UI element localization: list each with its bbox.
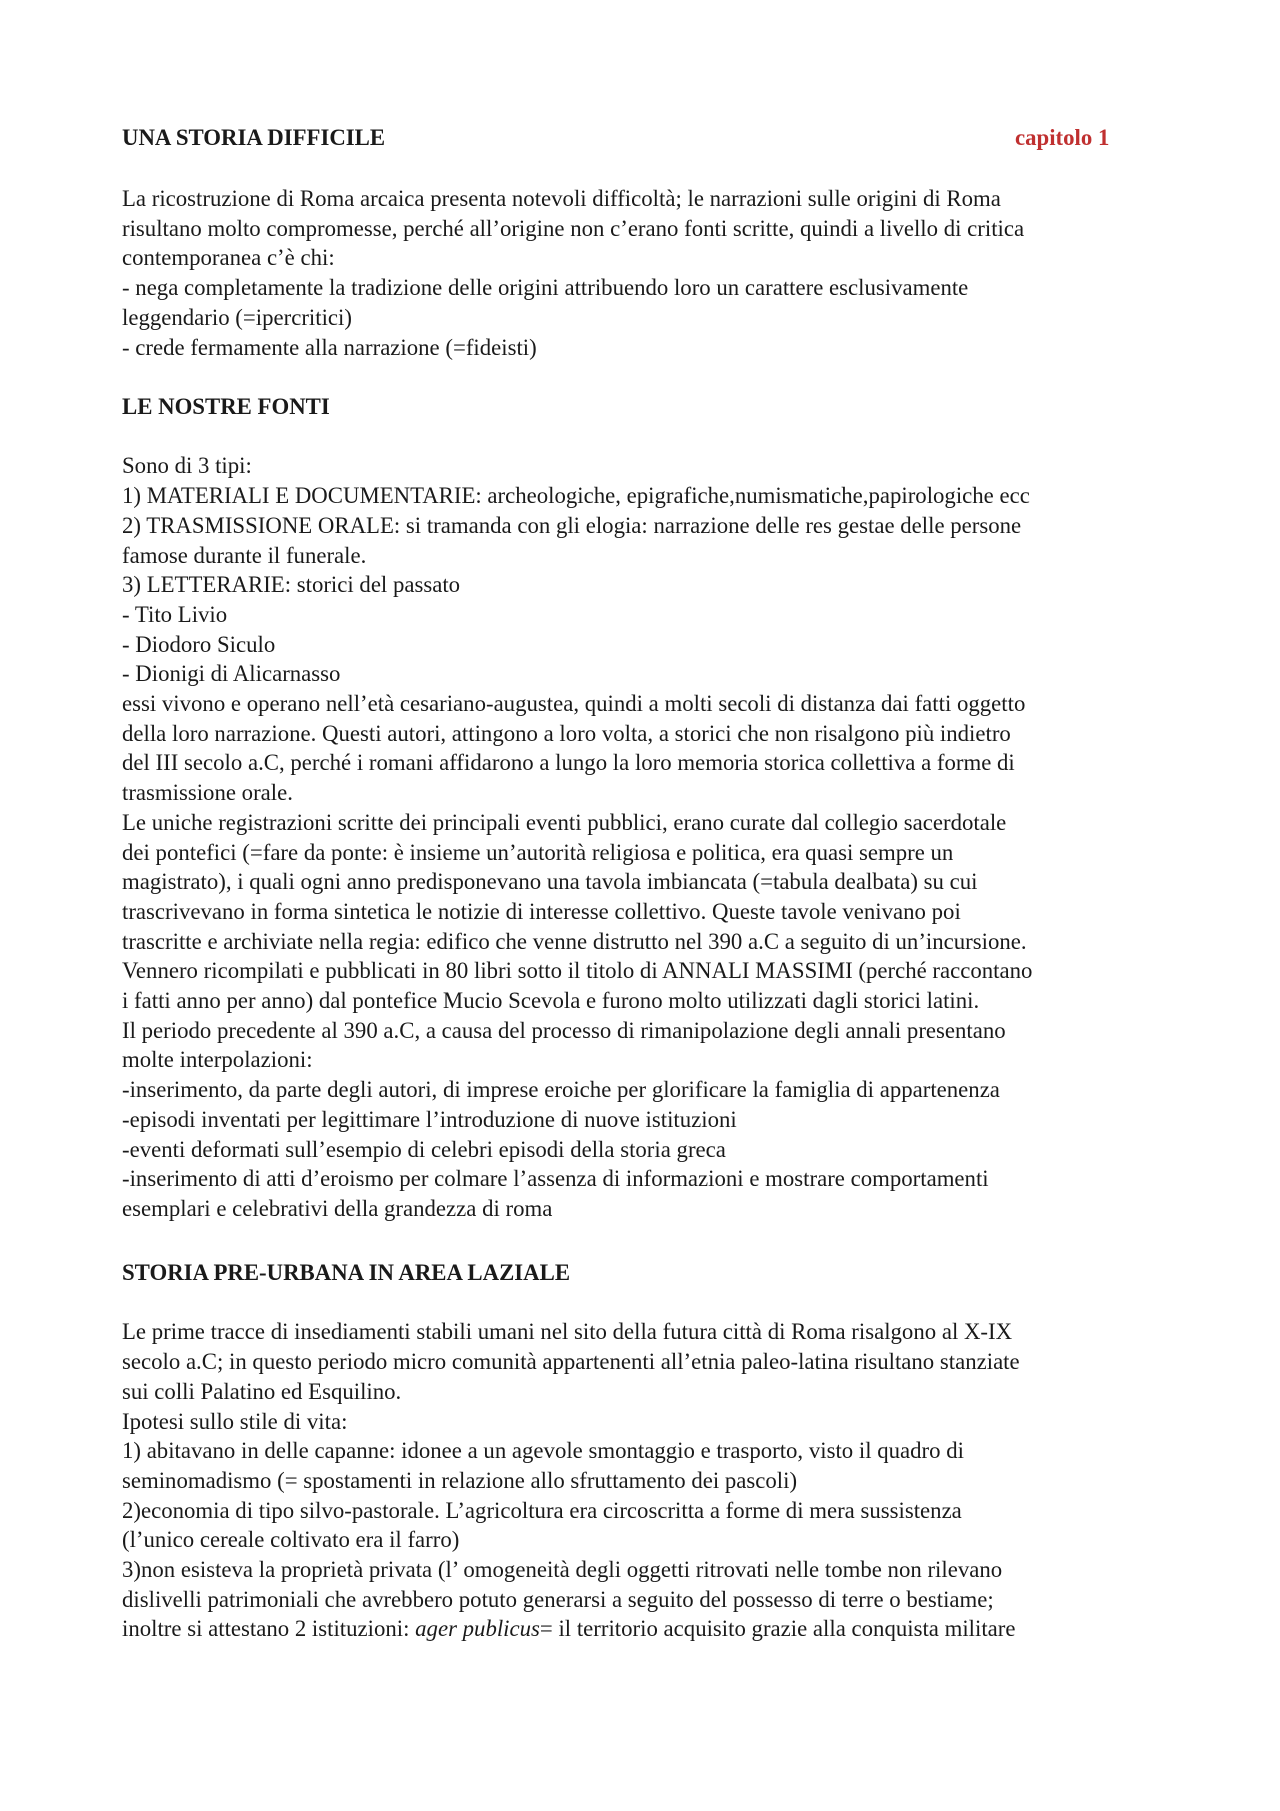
text-line: - Dionigi di Alicarnasso xyxy=(122,661,341,687)
text-line: i fatti anno per anno) dal pontefice Mucio Scevola e furono molto utilizzati dagli storici latini. xyxy=(122,988,980,1014)
section-title: STORIA PRE-URBANA IN AREA LAZIALE xyxy=(122,1260,571,1285)
text-line: Vennero ricompilati e pubblicati in 80 libri sotto il titolo di ANNALI MASSIMI (perché raccontano xyxy=(122,958,1033,984)
text-line: 3)non esisteva la proprietà privata (l’ omogeneità degli oggetti ritrovati nelle tombe non rilevano xyxy=(122,1557,1003,1583)
text-line: della loro narrazione. Questi autori, attingono a loro volta, a storici che non risalgono più indietro xyxy=(122,720,1011,746)
text-line: Il periodo precedente al 390 a.C, a causa del processo di rimanipolazione degli annali presentano xyxy=(122,1017,1006,1043)
ager-publicus-term: ager publicus xyxy=(415,1616,540,1642)
text-line: -episodi inventati per legittimare l’introduzione di nuove istituzioni xyxy=(122,1106,737,1132)
title-row xyxy=(122,123,1122,153)
section-fonti xyxy=(122,392,1032,1224)
text-line: Le uniche registrazioni scritte dei principali eventi pubblici, erano curate dal collegio sacerdotale xyxy=(122,809,1007,835)
text-line: del III secolo a.C, perché i romani affidarono a lungo la loro memoria storica collettiva a forme di xyxy=(122,750,1015,776)
text-line: 3) LETTERARIE: storici del passato xyxy=(122,572,461,598)
text-line: essi vivono e operano nell’età cesariano-augustea, quindi a molti secoli di distanza dai fatti oggetto xyxy=(122,691,1026,717)
text-line: -inserimento, da parte degli autori, di imprese eroiche per glorificare la famiglia di appartenenza xyxy=(122,1077,1000,1103)
chapter-label: capitolo 1 xyxy=(1015,125,1110,150)
text-line: molte interpolazioni: xyxy=(122,1047,313,1073)
text-line: seminomadismo (= spostamenti in relazione allo sfruttamento dei pascoli) xyxy=(122,1467,798,1493)
text-line: contemporanea c’è chi: xyxy=(122,245,335,271)
text-line: - Tito Livio xyxy=(122,601,228,627)
section-title: LE NOSTRE FONTI xyxy=(122,394,330,419)
text-line: 1) MATERIALI E DOCUMENTARIE: archeologiche, epigrafiche,numismatiche,papirologiche ecc xyxy=(122,483,1030,509)
text-line: -eventi deformati sull’esempio di celebri episodi della storia greca xyxy=(122,1136,726,1162)
text-line: secolo a.C; in questo periodo micro comunità appartenenti all’etnia paleo-latina risultano stanziate xyxy=(122,1349,1020,1375)
text-line: dislivelli patrimoniali che avrebbero potuto generarsi a seguito del possesso di terre o bestiame; xyxy=(122,1586,994,1612)
text-line: trasmissione orale. xyxy=(122,780,293,806)
text-line: La ricostruzione di Roma arcaica presenta notevoli difficoltà; le narrazioni sulle origini di Roma xyxy=(122,186,1001,211)
text-line: - crede fermamente alla narrazione (=fideisti) xyxy=(122,334,537,360)
text-line: (l’unico cereale coltivato era il farro) xyxy=(122,1527,460,1553)
text-line: Sono di 3 tipi: xyxy=(122,453,252,479)
text-line-last xyxy=(122,1614,1020,1644)
text-line: leggendario (=ipercritici) xyxy=(122,304,352,330)
intro-paragraph xyxy=(122,184,1024,362)
last-line-before: inoltre si attestano 2 istituzioni: xyxy=(122,1616,416,1642)
text-line: risultano molto compromesse, perché all’origine non c’erano fonti scritte, quindi a livello di critica xyxy=(122,215,1025,241)
section-storia-pre-urbana xyxy=(122,1258,1020,1644)
last-line-after: = il territorio acquisito grazie alla conquista militare xyxy=(539,1616,1016,1642)
text-line: 2) TRASMISSIONE ORALE: si tramanda con gli elogia: narrazione delle res gestae delle persone xyxy=(122,512,1022,538)
text-line: famose durante il funerale. xyxy=(122,542,367,568)
text-line: dei pontefici (=fare da ponte: è insieme un’autorità religiosa e politica, era quasi sempre un xyxy=(122,839,954,865)
document-title: UNA STORIA DIFFICILE xyxy=(122,125,386,150)
text-line: Le prime tracce di insediamenti stabili umani nel sito della futura città di Roma risalgono al X-IX xyxy=(122,1319,1013,1345)
text-line: trascrivevano in forma sintetica le notizie di interesse collettivo. Queste tavole venivano poi xyxy=(122,898,961,924)
text-line: -inserimento di atti d’eroismo per colmare l’assenza di informazioni e mostrare comportamenti xyxy=(122,1166,989,1192)
text-line: 2)economia di tipo silvo-pastorale. L’agricoltura era circoscritta a forme di mera sussistenza xyxy=(122,1497,962,1523)
text-line: esemplari e celebrativi della grandezza di roma xyxy=(122,1195,553,1221)
text-line: sui colli Palatino ed Esquilino. xyxy=(122,1378,402,1404)
text-line: - nega completamente la tradizione delle origini attribuendo loro un carattere esclusivamente xyxy=(122,275,969,301)
text-line: - Diodoro Siculo xyxy=(122,631,276,657)
text-line: Ipotesi sullo stile di vita: xyxy=(122,1408,348,1434)
text-line: 1) abitavano in delle capanne: idonee a un agevole smontaggio e trasporto, visto il quadro di xyxy=(122,1438,964,1464)
text-line: magistrato), i quali ogni anno predisponevano una tavola imbiancata (=tabula dealbata) su cui xyxy=(122,869,978,895)
text-line: trascritte e archiviate nella regia: edifico che venne distrutto nel 390 a.C a seguito di un’incursione. xyxy=(122,928,1027,954)
